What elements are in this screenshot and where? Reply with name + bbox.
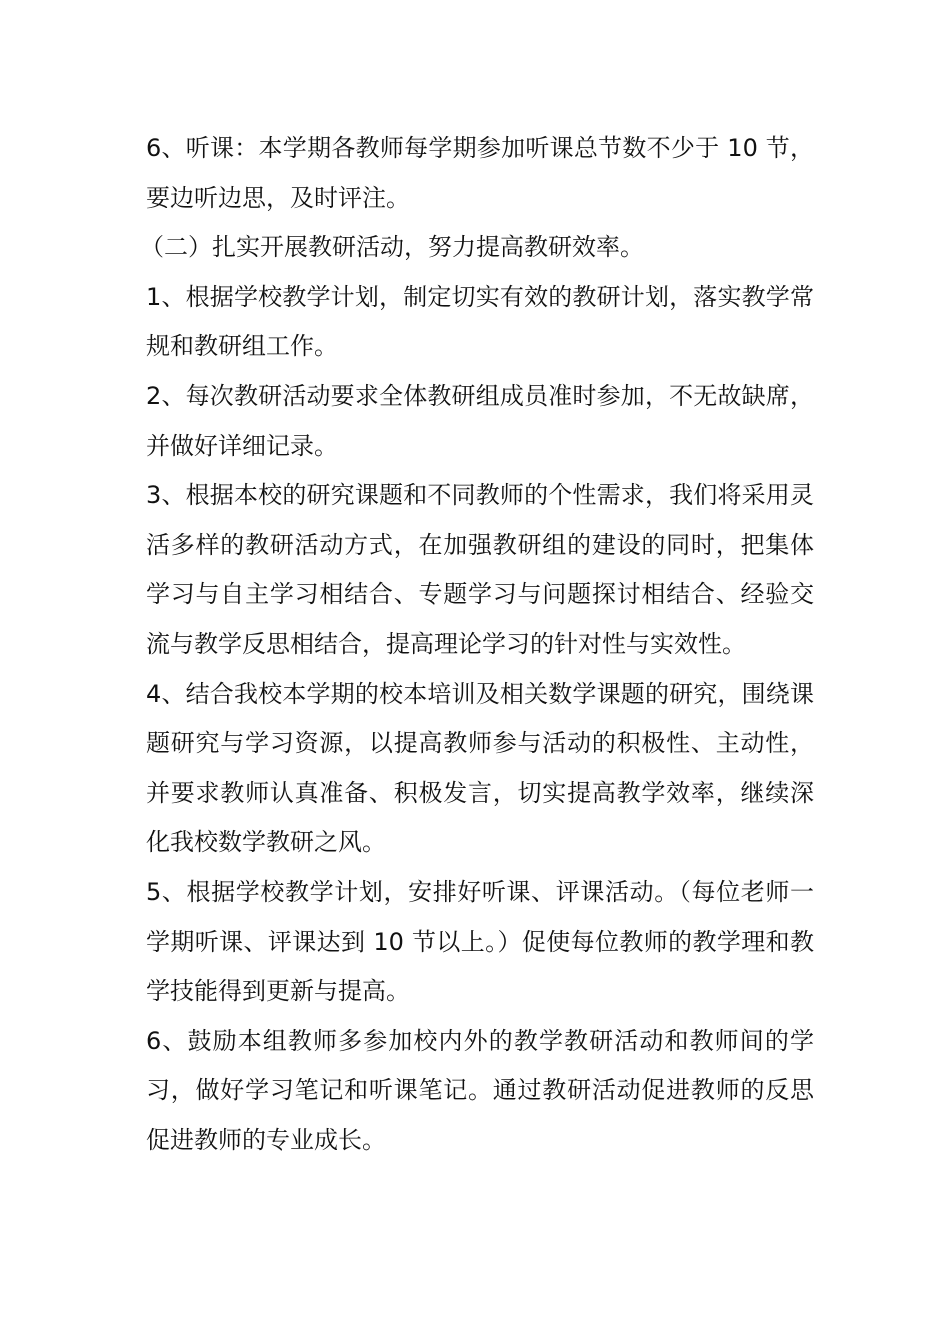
paragraph-listening-classes: 6、听课：本学期各教师每学期参加听课总节数不少于 10 节，要边听边思，及时评注。 xyxy=(146,134,814,212)
paragraph-item-4: 4、结合我校本学期的校本培训及相关数学课题的研究，围绕课题研究与学习资源，以提高教师参与活动的积极性、主动性，并要求教师认真准备、积极发言，切实提高教学效率，继续深化我校数学教研之风。 xyxy=(146,679,814,857)
section-heading-research-activities: （二）扎实开展教研活动，努力提高教研效率。 xyxy=(140,233,644,262)
paragraph-item-6: 6、鼓励本组教师多参加校内外的教学教研活动和教师间的学习，做好学习笔记和听课笔记。通过教研活动促进教师的反思促进教师的专业成长。 xyxy=(146,1026,814,1154)
paragraph-item-5: 5、根据学校教学计划，安排好听课、评课活动。（每位老师一学期听课、评课达到 10 节以上。）促使每位教师的教学理和教学技能得到更新与提高。 xyxy=(146,877,814,1006)
document-body xyxy=(140,124,814,1165)
paragraph-item-2: 2、每次教研活动要求全体教研组成员准时参加，不无故缺席，并做好详细记录。 xyxy=(146,381,814,460)
paragraph-item-3: 3、根据本校的研究课题和不同教师的个性需求，我们将采用灵活多样的教研活动方式，在加强教研组的建设的同时，把集体学习与自主学习相结合、专题学习与问题探讨相结合、经验交流与教学反思相结合，提高理论学习的针对性与实效性。 xyxy=(146,481,814,658)
paragraph-item-1: 1、根据学校教学计划，制定切实有效的教研计划，落实教学常规和教研组工作。 xyxy=(146,282,814,361)
